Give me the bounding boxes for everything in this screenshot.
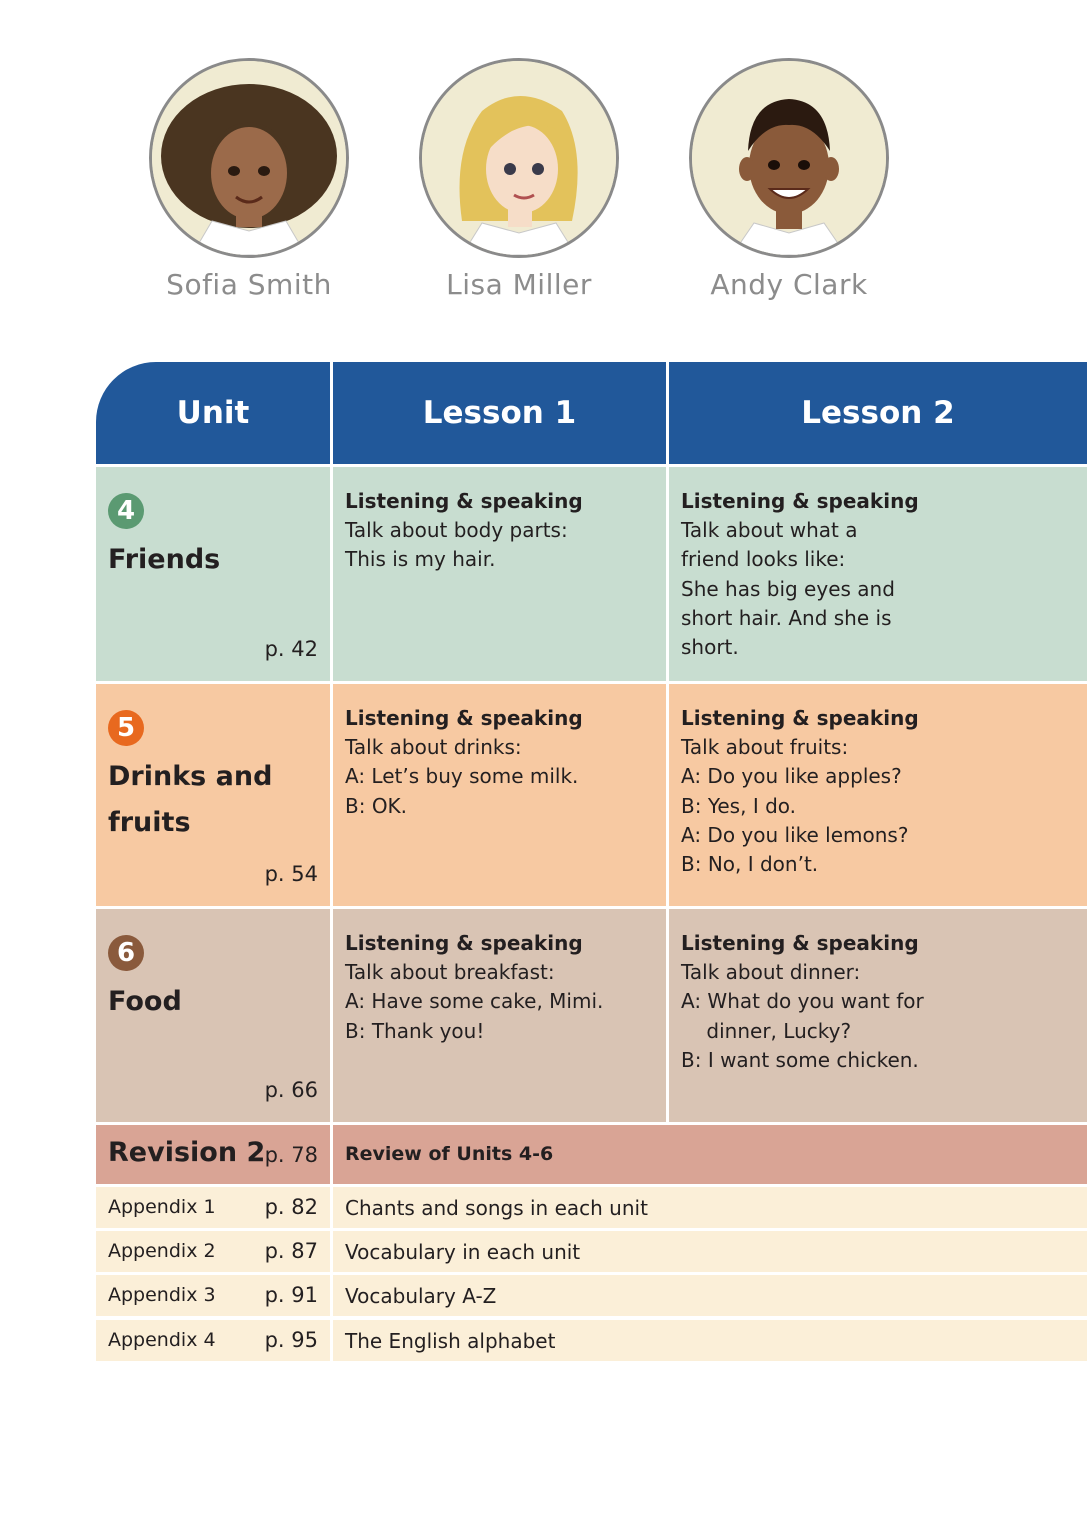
lesson-line: A: Let’s buy some milk. [345,764,579,789]
lesson-line: Talk about body parts: [345,518,568,543]
unit-row-5 [96,684,1087,906]
unit-title-line: Drinks and [108,761,273,792]
avatar-lisa [419,58,619,258]
lesson-skill: Listening & speaking [681,931,919,955]
lesson-2-cell [669,684,1087,906]
appendix-title: Appendix 4 [108,1329,216,1351]
lesson-line: Talk about breakfast: [345,960,555,985]
lesson-skill: Listening & speaking [345,706,583,730]
lesson-line: friend looks like: [681,547,846,572]
appendix-title: Appendix 3 [108,1284,216,1306]
unit-number-badge: 6 [108,935,144,971]
character-lisa [419,58,619,301]
lesson-line: A: What do you want for [681,989,924,1014]
lesson-line: Talk about dinner: [681,960,861,985]
unit-title-line: fruits [108,807,191,838]
appendix-cell [96,1275,330,1316]
unit-cell [96,467,330,681]
unit-cell [96,909,330,1122]
appendix-row-1 [96,1187,1087,1228]
lesson-line: Talk about drinks: [345,735,522,760]
table-header [96,362,1087,464]
avatar-sofia [149,58,349,258]
lesson-line: B: I want some chicken. [681,1047,919,1072]
lesson-line: This is my hair. [345,547,496,572]
avatar-andy [689,58,889,258]
unit-row-6 [96,909,1087,1122]
revision-text: Review of Units 4-6 [345,1143,554,1165]
unit-title: Friends [108,544,221,575]
character-name: Lisa Miller [446,268,592,301]
lesson-line: Talk about fruits: [681,735,849,760]
appendix-page: p. 87 [264,1239,318,1263]
appendix-title: Appendix 2 [108,1240,216,1262]
unit-title: Food [108,986,182,1017]
revision-cell [96,1125,330,1184]
appendix-desc-cell [333,1320,1087,1361]
lesson-skill: Listening & speaking [345,931,583,955]
lesson-line: She has big eyes and [681,576,895,601]
lesson-2-cell [669,909,1087,1122]
lesson-line: dinner, Lucky? [681,1018,852,1043]
character-sofia [149,58,349,301]
character-name: Sofia Smith [166,268,332,301]
appendix-text: Vocabulary in each unit [345,1240,581,1264]
appendix-desc-cell [333,1275,1087,1316]
header-unit: Unit [96,362,330,464]
appendix-text: Chants and songs in each unit [345,1196,648,1220]
appendix-cell [96,1320,330,1361]
lesson-skill: Listening & speaking [681,489,919,513]
appendix-row-2 [96,1231,1087,1272]
lesson-line: B: No, I don’t. [681,852,819,877]
revision-page: p. 78 [264,1143,318,1167]
appendix-row-4 [96,1320,1087,1361]
lesson-line: B: Yes, I do. [681,793,797,818]
lesson-line: A: Have some cake, Mimi. [345,989,604,1014]
lesson-line: A: Do you like apples? [681,764,902,789]
lesson-skill: Listening & speaking [345,489,583,513]
appendix-page: p. 95 [264,1328,318,1352]
revision-desc-cell [333,1125,1087,1184]
lesson-line: short hair. And she is [681,605,892,630]
lesson-1-cell [333,909,666,1122]
lesson-line: B: OK. [345,793,408,818]
lesson-1-cell [333,684,666,906]
lesson-1-cell [333,467,666,681]
lesson-line: B: Thank you! [345,1018,485,1043]
appendix-desc-cell [333,1231,1087,1272]
unit-row-4 [96,467,1087,681]
revision-title: Revision 2 [108,1137,266,1168]
appendix-page: p. 82 [264,1195,318,1219]
appendix-text: The English alphabet [345,1329,556,1353]
header-lesson-2: Lesson 2 [669,362,1087,464]
unit-number-badge: 4 [108,493,144,529]
header-lesson-1: Lesson 1 [333,362,666,464]
unit-page: p. 54 [264,862,318,886]
appendix-cell [96,1187,330,1228]
character-andy [689,58,889,301]
lesson-line: A: Do you like lemons? [681,822,909,847]
lesson-2-cell [669,467,1087,681]
appendix-page: p. 91 [264,1283,318,1307]
appendix-text: Vocabulary A-Z [345,1284,497,1308]
unit-page: p. 42 [264,637,318,661]
unit-number-badge: 5 [108,710,144,746]
unit-cell [96,684,330,906]
lesson-skill: Listening & speaking [681,706,919,730]
unit-title [108,754,318,846]
lesson-line: Talk about what a [681,518,858,543]
lesson-line: short. [681,635,739,660]
character-name: Andy Clark [710,268,868,301]
unit-page: p. 66 [264,1078,318,1102]
appendix-row-3 [96,1275,1087,1316]
appendix-title: Appendix 1 [108,1196,216,1218]
appendix-cell [96,1231,330,1272]
appendix-desc-cell [333,1187,1087,1228]
revision-row [96,1125,1087,1184]
